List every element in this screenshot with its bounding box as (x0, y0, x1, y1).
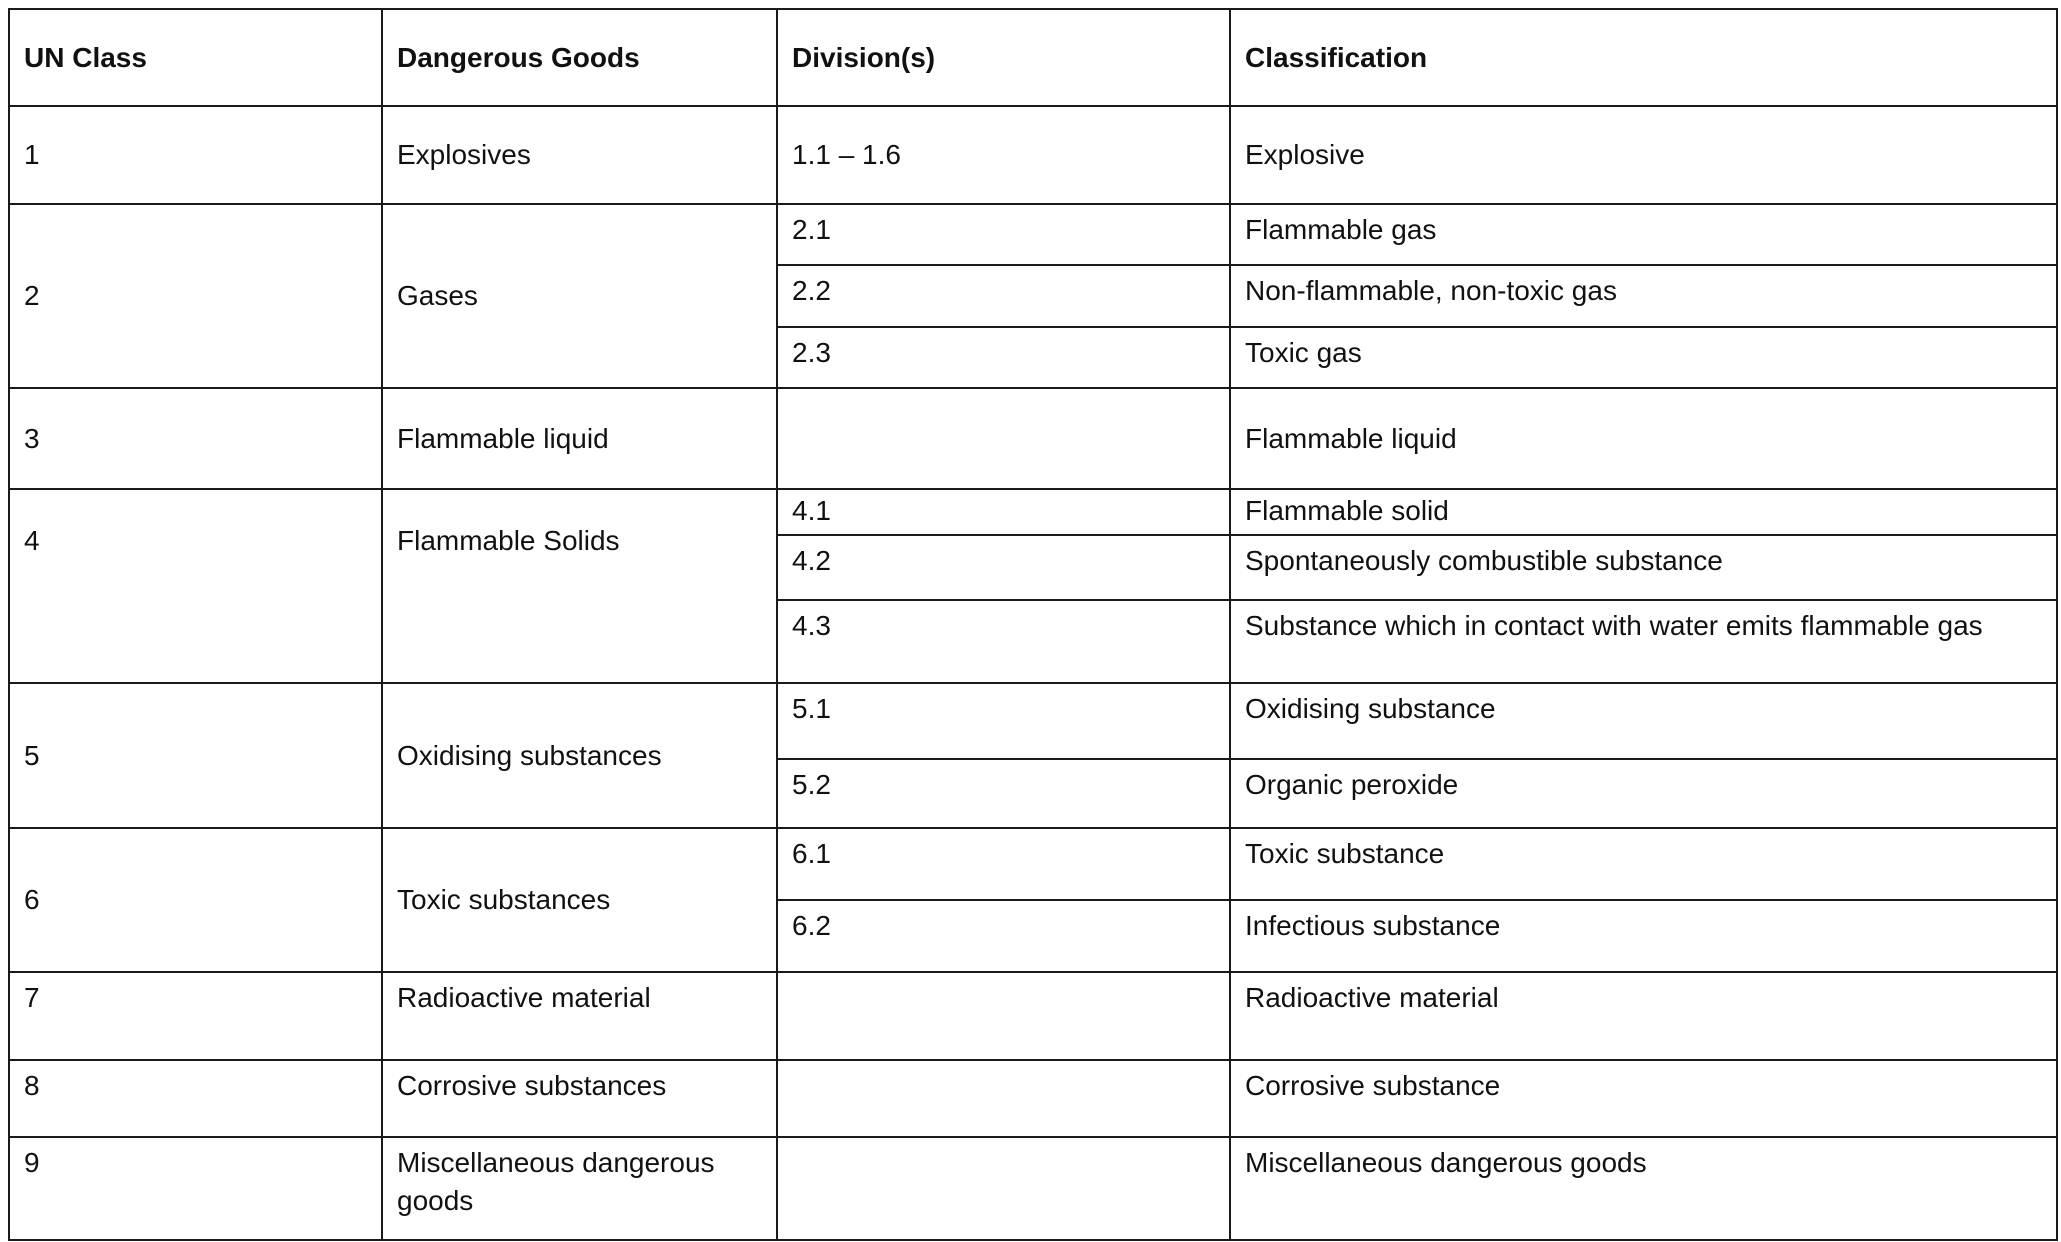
classification-cell: Organic peroxide (1230, 759, 2057, 828)
division-cell (777, 972, 1230, 1060)
goods-cell: Explosives (382, 106, 777, 204)
division-cell: 5.2 (777, 759, 1230, 828)
division-cell: 2.3 (777, 327, 1230, 388)
table-row (9, 1137, 2057, 1240)
classification-cell: Explosive (1230, 106, 2057, 204)
goods-cell: Toxic substances (382, 828, 777, 972)
table-row (9, 204, 2057, 265)
classification-cell: Corrosive substance (1230, 1060, 2057, 1137)
classification-cell: Miscellaneous dangerous goods (1230, 1137, 2057, 1240)
header-row (9, 9, 2057, 106)
table-row (9, 828, 2057, 900)
un-class-cell: 3 (9, 388, 382, 489)
header-un-class: UN Class (9, 9, 382, 106)
division-cell: 5.1 (777, 683, 1230, 759)
division-cell: 1.1 – 1.6 (777, 106, 1230, 204)
goods-cell: Radioactive material (382, 972, 777, 1060)
classification-cell: Flammable liquid (1230, 388, 2057, 489)
un-class-cell: 7 (9, 972, 382, 1060)
table-row (9, 1060, 2057, 1137)
goods-cell: Corrosive substances (382, 1060, 777, 1137)
division-cell: 4.3 (777, 600, 1230, 683)
classification-cell: Toxic gas (1230, 327, 2057, 388)
table-row (9, 489, 2057, 535)
un-class-cell: 4 (9, 489, 382, 683)
classification-cell: Flammable solid (1230, 489, 2057, 535)
division-cell: 4.1 (777, 489, 1230, 535)
classification-cell: Infectious substance (1230, 900, 2057, 972)
goods-cell: Flammable Solids (382, 489, 777, 683)
table-row (9, 972, 2057, 1060)
table-row (9, 683, 2057, 759)
division-cell: 6.1 (777, 828, 1230, 900)
dangerous-goods-table (8, 8, 2058, 1241)
table-row (9, 106, 2057, 204)
table-header (9, 9, 2057, 106)
classification-cell: Toxic substance (1230, 828, 2057, 900)
un-class-cell: 6 (9, 828, 382, 972)
goods-cell: Oxidising substances (382, 683, 777, 828)
goods-cell: Gases (382, 204, 777, 388)
classification-cell: Oxidising substance (1230, 683, 2057, 759)
table-row (9, 388, 2057, 489)
goods-cell: Flammable liquid (382, 388, 777, 489)
header-classification: Classification (1230, 9, 2057, 106)
division-cell (777, 1137, 1230, 1240)
header-dangerous-goods: Dangerous Goods (382, 9, 777, 106)
goods-cell: Miscellaneous dangerous goods (382, 1137, 777, 1240)
classification-cell: Flammable gas (1230, 204, 2057, 265)
division-cell: 4.2 (777, 535, 1230, 600)
un-class-cell: 9 (9, 1137, 382, 1240)
division-cell: 2.1 (777, 204, 1230, 265)
classification-cell: Non-flammable, non-toxic gas (1230, 265, 2057, 327)
classification-cell: Radioactive material (1230, 972, 2057, 1060)
division-cell: 6.2 (777, 900, 1230, 972)
division-cell (777, 1060, 1230, 1137)
classification-cell: Spontaneously combustible substance (1230, 535, 2057, 600)
un-class-cell: 5 (9, 683, 382, 828)
classification-cell: Substance which in contact with water emits flammable gas (1230, 600, 2057, 683)
un-class-cell: 8 (9, 1060, 382, 1137)
table-body (9, 106, 2057, 1240)
header-divisions: Division(s) (777, 9, 1230, 106)
division-cell (777, 388, 1230, 489)
un-class-cell: 1 (9, 106, 382, 204)
un-class-cell: 2 (9, 204, 382, 388)
division-cell: 2.2 (777, 265, 1230, 327)
